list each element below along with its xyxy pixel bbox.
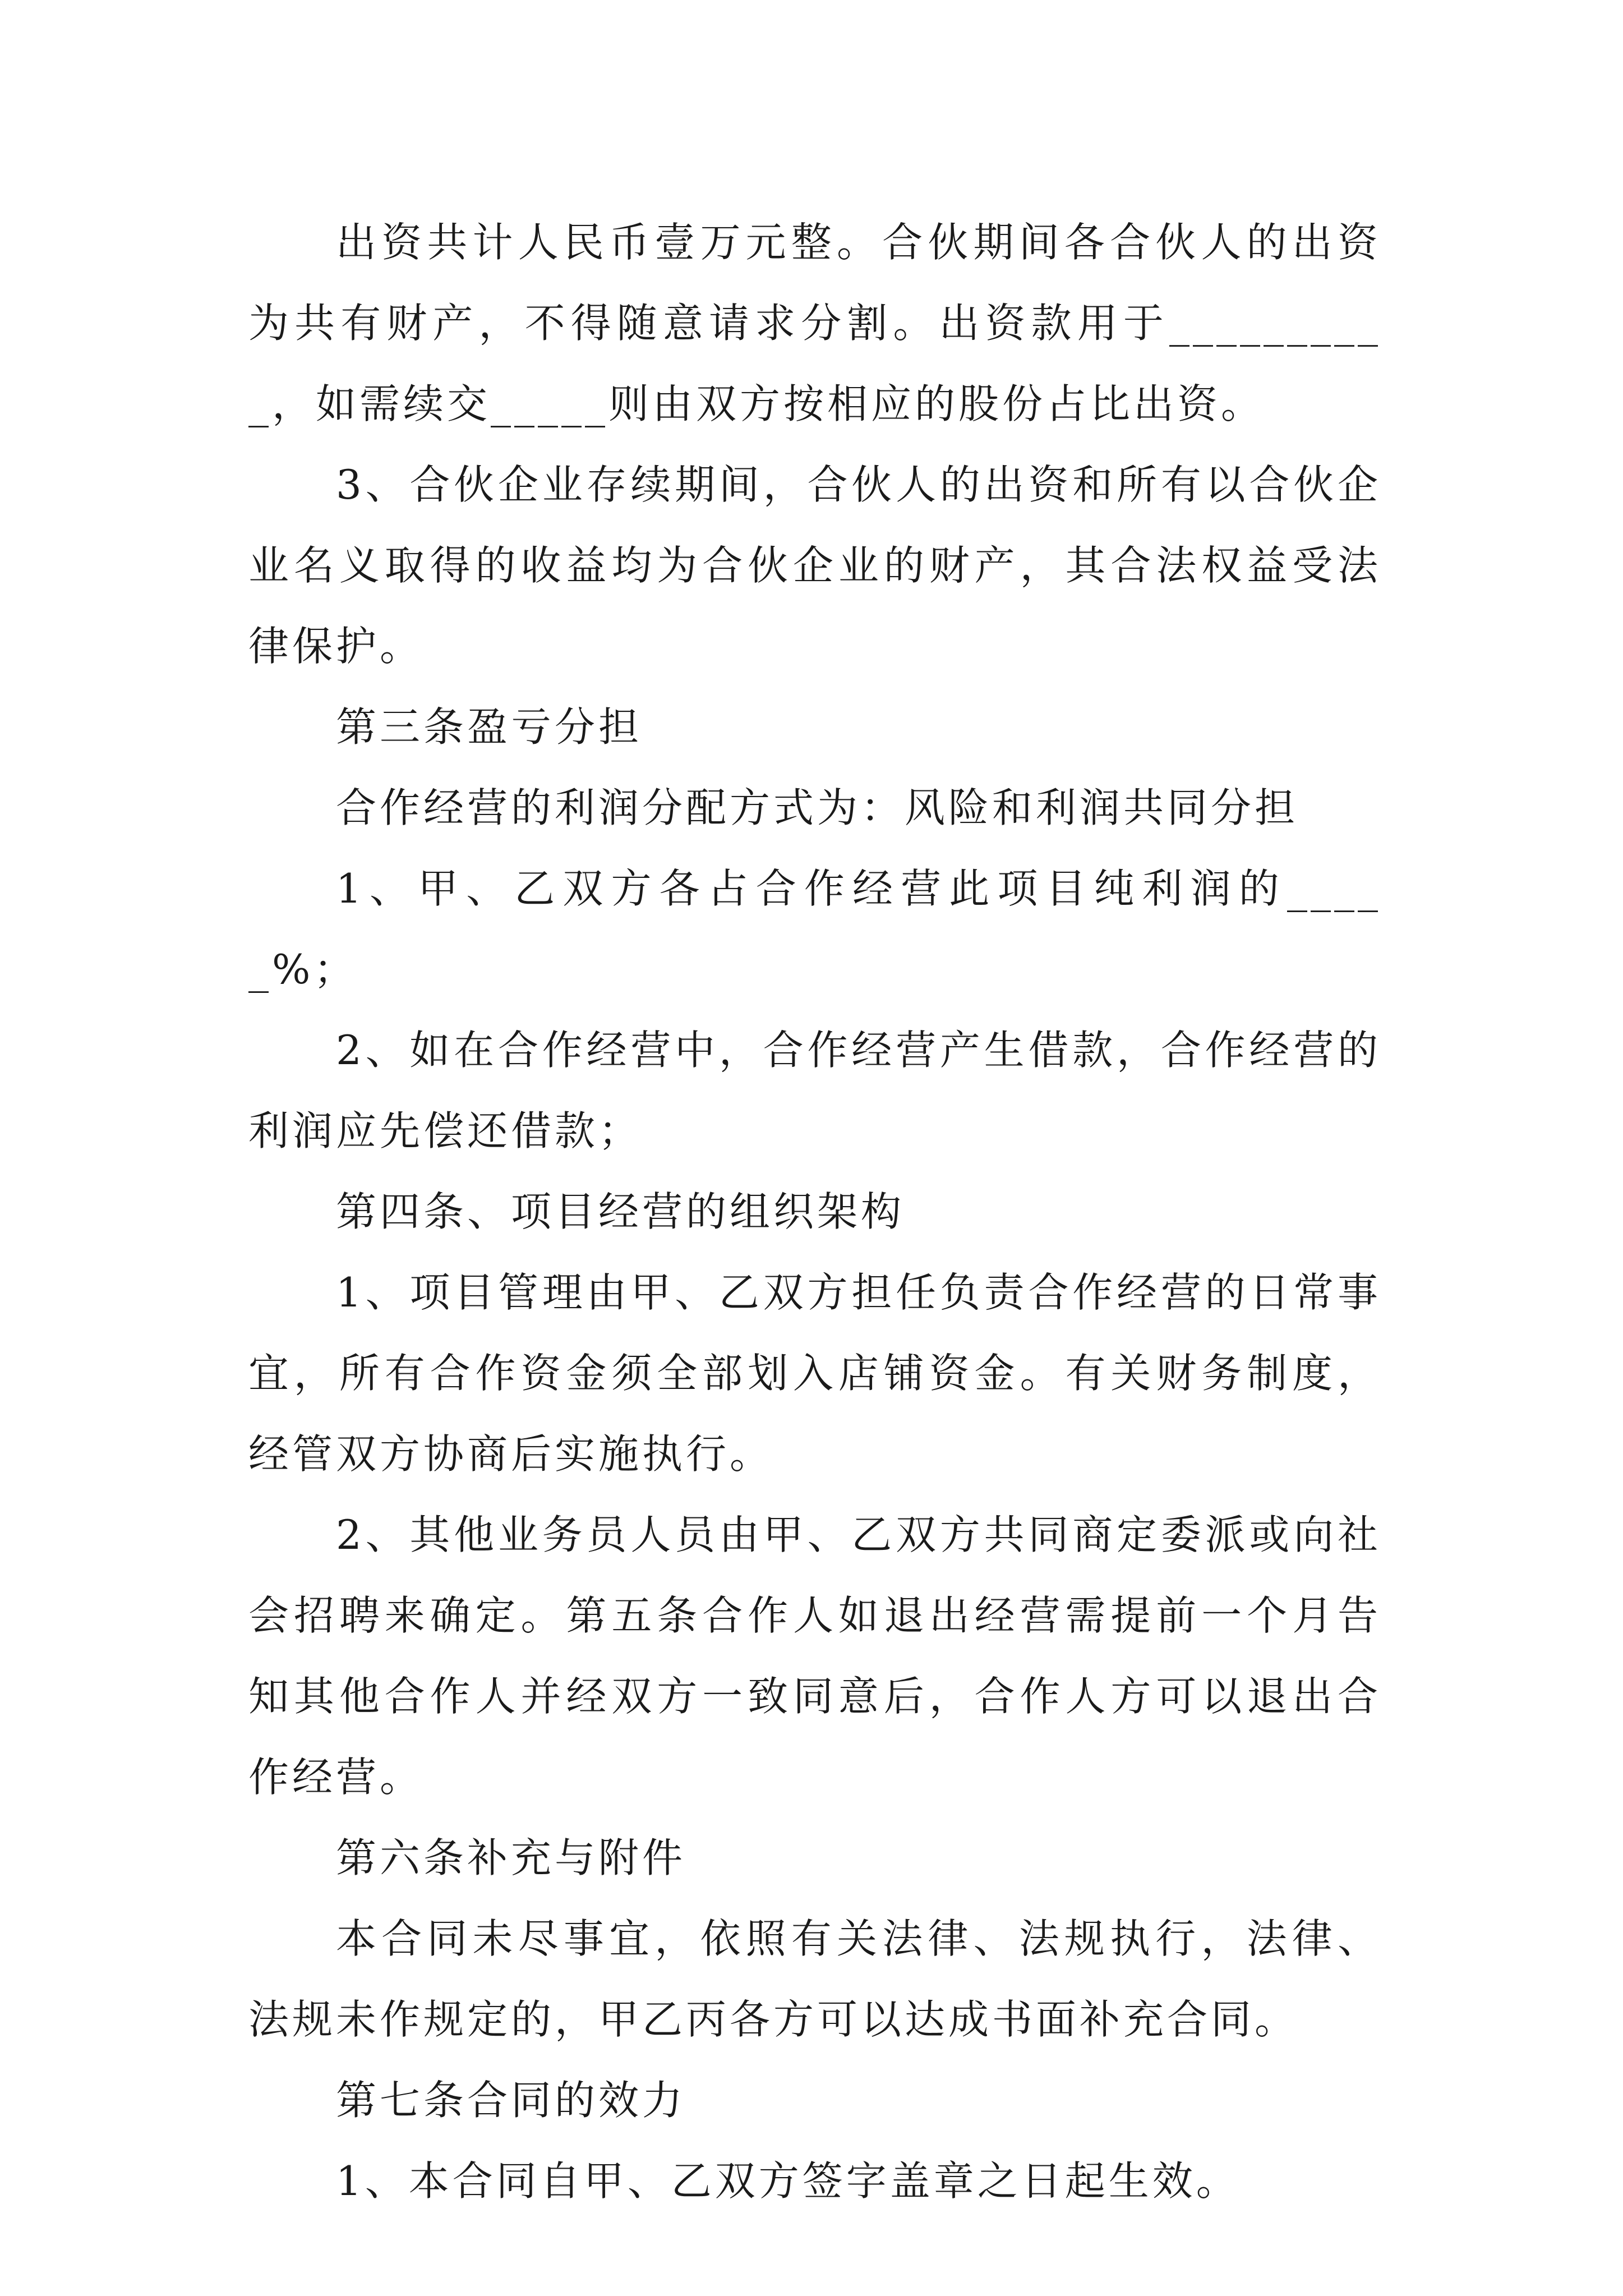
paragraph-supplement: 本合同未尽事宜，依照有关法律、法规执行，法律、法规未作规定的，甲乙丙各方可以达成书面补充合同。	[248, 1915, 1381, 2043]
paragraph-loan-repayment: 2、如在合作经营中，合作经营产生借款，合作经营的利润应先偿还借款；	[248, 1027, 1381, 1154]
paragraph-staff-and-withdrawal: 2、其他业务员人员由甲、乙双方共同商定委派或向社会招聘来确定。第五条合作人如退出经营需提前一个月告知其他合作人并经双方一致同意后，合作人方可以退出合作经营。	[248, 1511, 1381, 1801]
heading-article-7: 第七条合同的效力	[336, 2077, 686, 2124]
paragraph-profit-share: 1、甲、乙双方各占合作经营此项目纯利润的_____%；	[248, 865, 1381, 993]
paragraph-profit-distribution: 合作经营的利润分配方式为：风险和利润共同分担	[336, 784, 1299, 831]
heading-article-3: 第三条盈亏分担	[336, 703, 643, 751]
paragraph-project-management: 1、项目管理由甲、乙双方担任负责合作经营的日常事宜，所有合作资金须全部划入店铺资金。有关财务制度，经管双方协商后实施执行。	[248, 1269, 1381, 1478]
document-body	[248, 202, 1381, 2221]
heading-article-4: 第四条、项目经营的组织架构	[336, 1188, 905, 1235]
paragraph-effectiveness: 1、本合同自甲、乙双方签字盖章之日起生效。	[336, 2157, 1240, 2205]
paragraph-capital-contribution: 出资共计人民币壹万元整。合伙期间各合伙人的出资为共有财产，不得随意请求分割。出资款用于__________，如需续交_____则由双方按相应的股份占比出资。	[248, 219, 1381, 427]
heading-article-6: 第六条补充与附件	[336, 1834, 686, 1881]
paragraph-partnership-property: 3、合伙企业存续期间，合伙人的出资和所有以合伙企业名义取得的收益均为合伙企业的财产，其合法权益受法律保护。	[248, 461, 1381, 670]
